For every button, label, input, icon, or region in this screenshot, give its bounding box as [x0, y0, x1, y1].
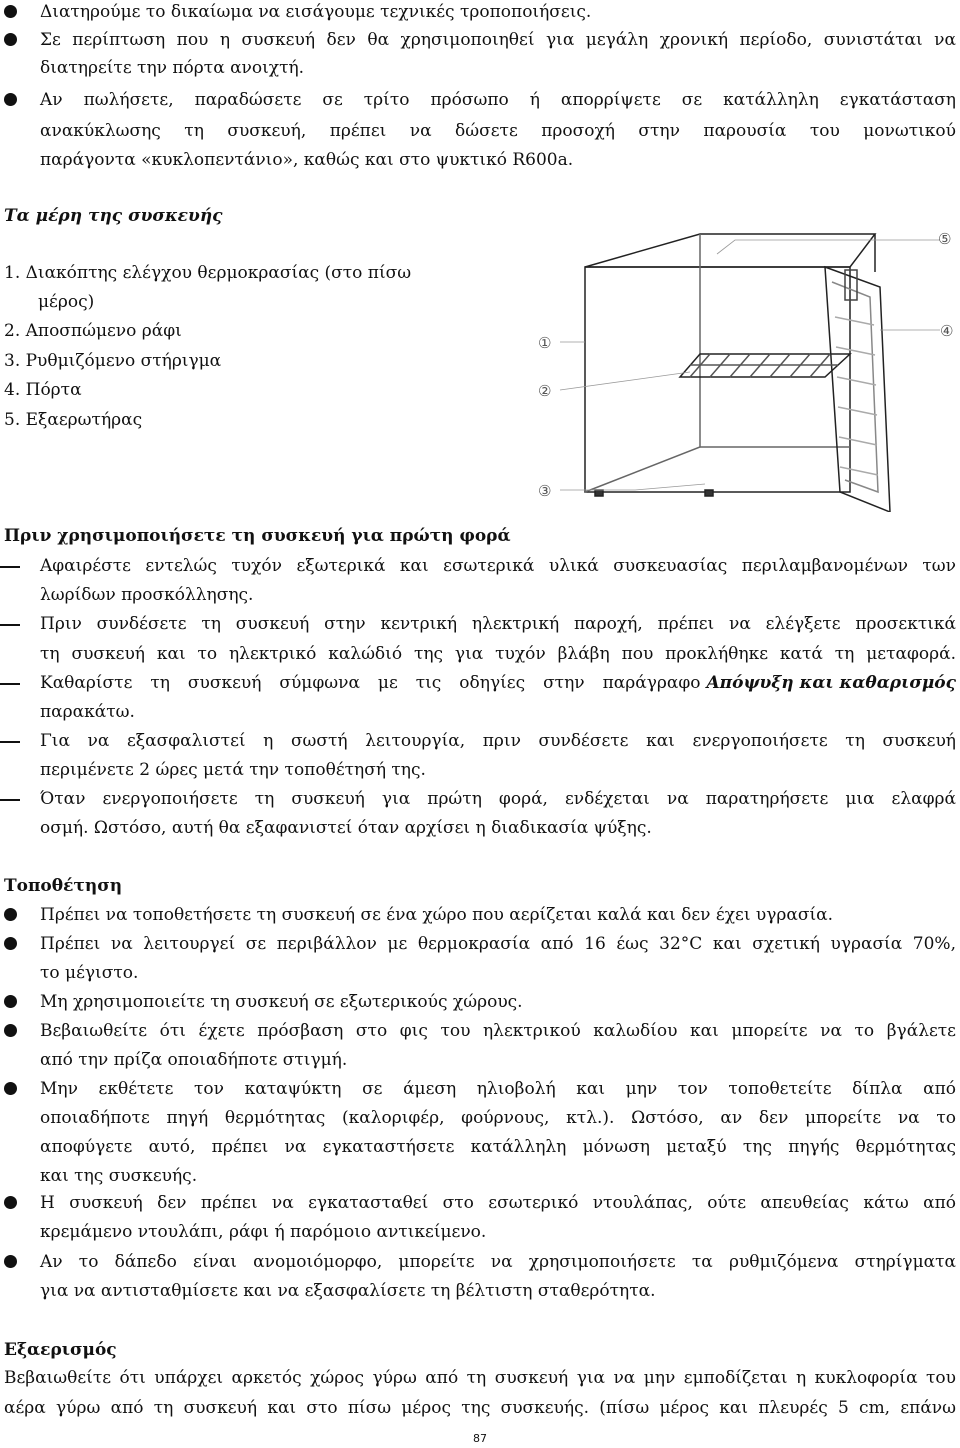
- callout-4: ④: [940, 322, 954, 340]
- placement-bullet-5-line-3: αποφύγετε αυτό, πρέπει να εγκαταστήσετε κατάλληλη μόνωση μεταξύ της πηγής θερμότητας: [40, 1137, 956, 1157]
- bullet-icon: [4, 1255, 17, 1268]
- appliance-diagram: [520, 222, 960, 512]
- bullet-icon: [4, 1082, 17, 1095]
- dash-icon: [0, 741, 20, 743]
- foot-icon: [705, 490, 713, 496]
- placement-bullet-6-line-2: κρεμάμενο ντουλάπι, ράφι ή παρόμοιο αντικείμενο.: [40, 1222, 487, 1242]
- placement-bullet-5-line-2: οποιαδήποτε πηγή θερμότητας (καλοριφέρ, φούρνους, κτλ.). Ωστόσο, αν δεν μπορείτε να το: [40, 1108, 956, 1128]
- first-use-item-1-line-1: Αφαιρέστε εντελώς τυχόν εξωτερικά και εσωτερικά υλικά συσκευασίας περιλαμβανομένων των: [40, 556, 956, 576]
- placement-bullet-4-line-1: Βεβαιωθείτε ότι έχετε πρόσβαση στο φις του ηλεκτρικού καλωδίου και μπορείτε να το βγάλετε: [40, 1021, 956, 1041]
- first-use-item-3-line-1: [40, 673, 956, 693]
- part-2: 2. Αποσπώμενο ράφι: [4, 321, 182, 341]
- placement-bullet-1: Πρέπει να τοποθετήσετε τη συσκευή σε ένα χώρο που αερίζεται καλά και δεν έχει υγρασία.: [40, 905, 834, 925]
- placement-bullet-4-line-2: από την πρίζα οποιαδήποτε στιγμή.: [40, 1050, 348, 1070]
- placement-bullet-2-line-1: Πρέπει να λειτουργεί σε περιβάλλον με θερμοκρασία από 16 έως 32°C και σχετική υγρασία 70%,: [40, 934, 956, 954]
- bullet-icon: [4, 937, 17, 950]
- placement-bullet-5-line-1: Μην εκθέτετε τον καταψύκτη σε άμεση ηλιοβολή και μην τον τοποθετείτε δίπλα από: [40, 1079, 956, 1099]
- first-use-item-5-line-1: Όταν ενεργοποιήσετε τη συσκευή για πρώτη φορά, ενδέχεται να παρατηρήσετε μια ελαφρά: [40, 789, 956, 809]
- bullet-icon: [4, 33, 17, 46]
- callout-2: ②: [538, 382, 552, 400]
- first-use-item-2-line-1: Πριν συνδέσετε τη συσκευή στην κεντρική ηλεκτρική παροχή, πρέπει να ελέγξετε προσεκτικά: [40, 614, 956, 634]
- part-5: 5. Εξαερωτήρας: [4, 410, 143, 430]
- bullet-icon: [4, 1024, 17, 1037]
- part-1-line-2: μέρος): [38, 292, 95, 312]
- callout-line-2: [560, 372, 690, 390]
- placement-bullet-3: Μη χρησιμοποιείτε τη συσκευή σε εξωτερικούς χώρους.: [40, 992, 523, 1012]
- part-4: 4. Πόρτα: [4, 380, 82, 400]
- intro-bullet-3-line-2: ανακύκλωσης τη συσκευή, πρέπει να δώσετε προσοχή στην παρουσία του μονωτικού: [40, 121, 956, 141]
- bullet-icon: [4, 5, 17, 18]
- cabinet-top: [585, 234, 875, 267]
- first-use-item-3-line-2: παρακάτω.: [40, 702, 135, 722]
- cabinet-front: [585, 267, 850, 492]
- placement-bullet-6-line-1: Η συσκευή δεν πρέπει να εγκατασταθεί στο εσωτερικό ντουλάπας, ούτε απευθείας κάτω από: [40, 1193, 956, 1213]
- placement-bullet-5-line-4: και της συσκευής.: [40, 1166, 198, 1186]
- page-number: 87: [473, 1432, 487, 1445]
- first-use-item-5-line-2: οσμή. Ωστόσο, αυτή θα εξαφανιστεί όταν αρχίσει η διαδικασία ψύξης.: [40, 818, 652, 838]
- callout-line-5: [717, 240, 940, 254]
- callout-5: ⑤: [938, 230, 952, 248]
- first-use-item-4-line-1: Για να εξασφαλιστεί η σωστή λειτουργία, πριν συνδέσετε και ενεργοποιήσετε τη συσκευή: [40, 731, 956, 751]
- placement-bullet-7-line-1: Αν το δάπεδο είναι ανομοιόμορφο, μπορείτε να χρησιμοποιήσετε τα ρυθμιζόμενα στηρίγματα: [40, 1252, 956, 1272]
- intro-bullet-1: Διατηρούμε το δικαίωμα να εισάγουμε τεχνικές τροποποιήσεις.: [40, 2, 592, 22]
- placement-heading: Τοποθέτηση: [4, 876, 123, 896]
- callout-line-3: [560, 484, 705, 490]
- dash-icon: [0, 566, 20, 568]
- first-use-item-3-text: Καθαρίστε τη συσκευή σύμφωνα με τις οδηγίες στην παράγραφο: [40, 673, 701, 693]
- first-use-item-4-line-2: περιμένετε 2 ώρες μετά την τοποθέτησή της.: [40, 760, 426, 780]
- part-3: 3. Ρυθμιζόμενο στήριγμα: [4, 351, 222, 371]
- first-use-item-2-line-2: τη συσκευή και το ηλεκτρικό καλώδιό της για τυχόν βλάβη που προκλήθηκε κατά τη μεταφορά.: [40, 644, 956, 664]
- intro-bullet-2-line-1: Σε περίπτωση που η συσκευή δεν θα χρησιμοποιηθεί για μεγάλη χρονική περίοδο, συνιστάται να: [40, 30, 956, 50]
- ventilation-line-2: αέρα γύρω από τη συσκευή και στο πίσω μέρος της συσκευής. (πίσω μέρος και πλευρές 5 cm, επάνω: [4, 1398, 956, 1418]
- intro-bullet-2-line-2: διατηρείτε την πόρτα ανοιχτή.: [40, 58, 305, 78]
- bullet-icon: [4, 908, 17, 921]
- dash-icon: [0, 683, 20, 685]
- foot-icon: [595, 490, 603, 496]
- first-use-heading: Πριν χρησιμοποιήσετε τη συσκευή για πρώτη φορά: [4, 526, 511, 546]
- callout-3: ③: [538, 482, 552, 500]
- ventilation-line-1: Βεβαιωθείτε ότι υπάρχει αρκετός χώρος γύρω από τη συσκευή για να μην εμποδίζεται η κυκλοφορία του: [4, 1368, 956, 1388]
- parts-heading: Τα μέρη της συσκευής: [4, 206, 223, 226]
- door-icon: [825, 267, 890, 512]
- first-use-item-1-line-2: λωρίδων προσκόλλησης.: [40, 585, 254, 605]
- dash-icon: [0, 799, 20, 801]
- part-1-line-1: 1. Διακόπτης ελέγχου θερμοκρασίας (στο πίσω: [4, 263, 412, 283]
- placement-bullet-2-line-2: το μέγιστο.: [40, 963, 139, 983]
- intro-bullet-3-line-1: Αν πωλήσετε, παραδώσετε σε τρίτο πρόσωπο ή απορρίψετε σε κατάλληλη εγκατάσταση: [40, 90, 956, 110]
- bullet-icon: [4, 93, 17, 106]
- ventilation-heading: Εξαερισμός: [4, 1340, 117, 1360]
- dash-icon: [0, 624, 20, 626]
- bullet-icon: [4, 1196, 17, 1209]
- bullet-icon: [4, 995, 17, 1008]
- defrost-section-reference: Απόψυξη και καθαρισμός: [706, 673, 956, 693]
- intro-bullet-3-line-3: παράγοντα «κυκλοπεντάνιο», καθώς και στο ψυκτικό R600a.: [40, 150, 574, 170]
- cabinet-inner-edge: [585, 234, 700, 492]
- callout-1: ①: [538, 334, 552, 352]
- placement-bullet-7-line-2: για να αντισταθμίσετε και να εξασφαλίσετε τη βέλτιστη σταθερότητα.: [40, 1281, 656, 1301]
